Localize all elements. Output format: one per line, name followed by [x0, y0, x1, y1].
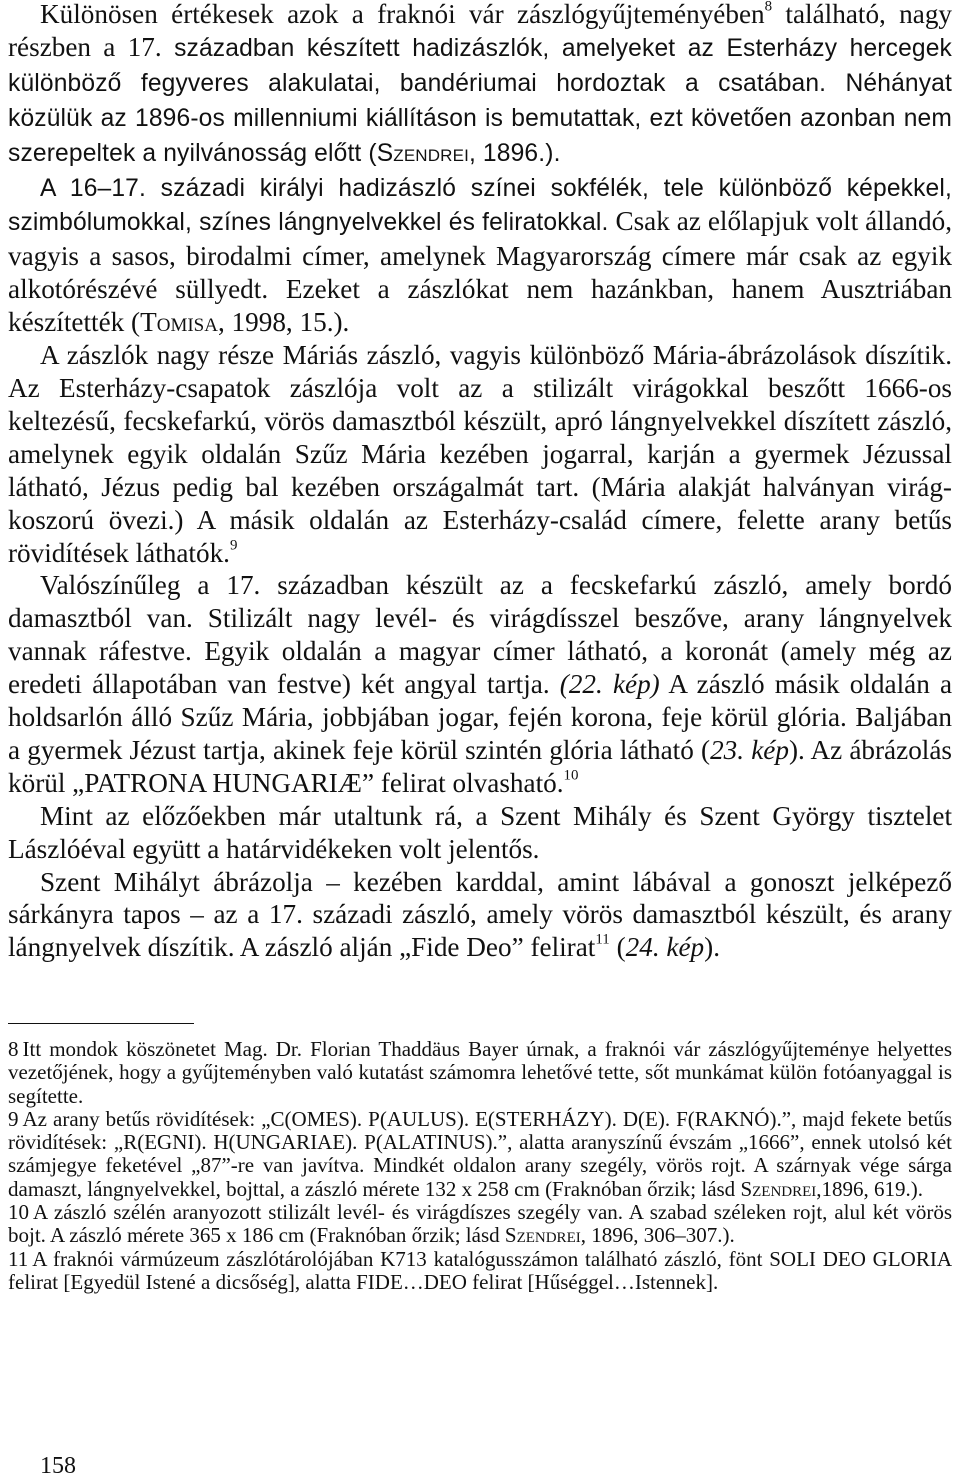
- author-reference: Szendrei: [740, 1176, 817, 1201]
- footnote-text: , 1896, 306–307.).: [580, 1223, 735, 1248]
- text-span: században készített hadizászlók, amelyeket az Esterházy hercegek különböző fegyveres alakulatai, bandériumai hordoztak a csatában. Néhányat közülük az 1896-os millenniumi kiállításon is bemutattak, ezt követően azonban nem szerepeltek a nyilvánosság előtt (: [8, 34, 952, 167]
- paragraph-2: [8, 171, 952, 340]
- text-span: A 16–17.: [40, 174, 146, 202]
- footnotes: [8, 1038, 952, 1294]
- text-span: Valószínűleg a 17. században készült az a fecskefarkú zászló, amely bordó damasztból van. Stilizált nagy levél- és virágdísszel beszőve, arany lángnyelvek vannak ráfestve. Egyik oldalán a magyar címer látható, a koronát (amely még az eredeti állapotában van festve) két angyal tartja.: [8, 570, 952, 700]
- text-span: , 1896.).: [468, 139, 561, 167]
- text-span: Az Esterházy-csapatok zászlója volt az a stilizált virágokkal beszőtt 1666-os keltezésű, fecskefarkú, vörös damasztból készült, apró lángnyelvekkel díszített zászló, amelynek egyik oldalán Szűz Mária kezében jogarral, karján a gyermek Jézussal látható, Jézus pedig bal kezében országalmát tart. (Mária alakját halványan virág-koszorú övezi.) A másik oldalán az Esterházy-család címere, felette arany betűs rövidítések láthatók.: [8, 372, 952, 568]
- footnote-number: 9: [8, 1106, 19, 1131]
- text-span: ). Az ábrázolás körül „PATRONA HUNGARIÆ” felirat olvasható.: [8, 734, 952, 798]
- text-span: ).: [704, 932, 720, 963]
- paragraph-3: [8, 339, 952, 569]
- text-span: (: [609, 932, 626, 963]
- text-span: századi királyi hadizászló színei sokfélék, tele különböző képekkel, szimbólumokkal, színes lángnyelvekkel és feliratokkal.: [8, 174, 952, 237]
- footnote-number: 8: [8, 1037, 19, 1061]
- paragraph-5: [8, 800, 952, 866]
- footnote-divider: [8, 1023, 194, 1024]
- text-span: Mint az előzőekben már utaltunk rá, a Szent Mihály és Szent György tisztelet Lászlóéval együtt a határvidékeken volt jelentős.: [8, 800, 952, 864]
- footnote-10: [8, 1201, 952, 1248]
- footnote-text: Itt mondok köszönetet Mag. Dr. Florian Thaddäus Bayer úrnak, a fraknói vár zászlógyűjteménye helyettes vezetőjének, hogy a gyűjteményben való kutatást számomra lehetővé tette, sőt munkámat külön fotóanyaggal is segítette.: [8, 1037, 952, 1108]
- page-number: 158: [40, 1453, 76, 1479]
- footnote-ref: 8: [764, 0, 773, 15]
- footnote-number: 11: [8, 1246, 29, 1271]
- figure-reference: 23. kép: [710, 734, 789, 765]
- text-span: A zászlók nagy része Máriás zászló, vagyis különböző Mária-ábrázolások díszítik.: [40, 340, 952, 371]
- footnote-text: Az arany betűs rövidítések: „C(OMES). P(AULUS). E(STERHÁZY). D(E). F(RAKNÓ).”, majd fekete betűs rövidítések: „R(EGNI). H(UNGARIAE). P(ALATINUS).”, alatta aranyszínű évszám „1666”, ennek utolsó két számjegye feketével „87”-re van javítva. Mindkét oldalon arany szegély, vörös rojt. A szárnyak vége sárga damaszt, lángnyelvekkel, bojttal, a zászló mérete 132 x 258 cm (Fraknóban őrzik; lásd: [8, 1106, 952, 1201]
- text-span: Ezeket a zászlókat nem hazánkban, hanem Ausztriában készítették (: [8, 274, 952, 338]
- paragraph-1: [8, 0, 952, 171]
- text-span: található, nagy részben a 17.: [8, 0, 953, 62]
- footnote-text: A fraknói vármúzeum zászlótárolójában K713 katalógusszámon található zászló, fönt SOLI DEO GLORIA felirat [Egyedül Istené a dicsőség], alatta FIDE…DEO felirat [Hűséggel…Istennek].: [8, 1246, 952, 1294]
- author-reference: Tomisa: [140, 307, 218, 338]
- footnote-ref: 10: [563, 767, 579, 784]
- footnote-number: 10: [8, 1200, 29, 1225]
- footnote-11: [8, 1248, 952, 1295]
- main-text: [8, 0, 952, 964]
- footnote-ref: 9: [229, 536, 238, 553]
- figure-reference: (22. kép): [559, 669, 660, 700]
- paragraph-6: [8, 866, 952, 965]
- author-reference: Szendrei: [376, 139, 469, 167]
- footnote-9: [8, 1108, 952, 1201]
- text-span: A zászló másik oldalán a holdsarlón álló Szűz Mária, jobbjában jogar, fején korona, feje körül glória. Baljában a gyermek Jézust tartja, akinek feje körül szintén glória látható (: [8, 669, 953, 765]
- text-span: , 1998, 15.).: [217, 307, 350, 338]
- footnote-text: ,1896, 619.).: [816, 1176, 924, 1201]
- footnote-ref: 11: [595, 931, 610, 948]
- text-span: Szent Mihályt ábrázolja – kezében karddal, amint lábával a gonoszt jelképező sárkányra tapos – az a 17. századi zászló, amely vörös damasztból készült, és arany lángnyelvek díszítik. A zászló alján „Fide Deo” felirat: [8, 866, 952, 963]
- footnote-text: A zászló szélén aranyozott stilizált levél- és virágdíszes szegély van. A szabad széleken rojt, alul két vörös bojt. A zászló mérete 365 x 186 cm (Fraknóban őrzik; lásd: [8, 1200, 952, 1248]
- paragraph-4: [8, 569, 952, 799]
- text-span: Különösen értékesek azok a fraknói vár zászlógyűjteményében: [40, 0, 765, 29]
- author-reference: Szendrei: [504, 1223, 581, 1248]
- text-span: Csak az előlapjuk volt állandó, vagyis a sasos, birodalmi címer, amelynek Magyarország címere már csak az egyik alkotórészévé süllyedt.: [8, 206, 952, 305]
- footnote-8: [8, 1038, 952, 1108]
- figure-reference: 24. kép: [625, 932, 705, 963]
